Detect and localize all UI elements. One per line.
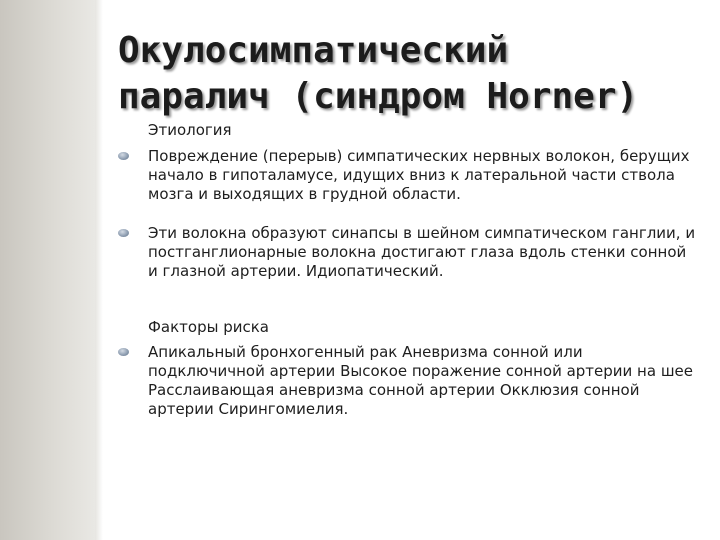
- oval-bullet-icon: [118, 348, 129, 356]
- band-edge: [95, 0, 103, 540]
- slide-title: Окулосимпатический паралич (синдром Horner): [118, 30, 639, 117]
- bullet-text: Повреждение (перерыв) симпатических нервных волокон, берущих начало в гипоталамусе, идущих вниз к латеральной части ствола мозга и выходящих в грудной области.: [148, 147, 690, 203]
- section-heading-etiology: Этиология: [148, 121, 232, 139]
- oval-bullet-icon: [118, 152, 129, 160]
- left-decorative-band: [0, 0, 95, 540]
- section-heading-risk-factors: Факторы риска: [148, 318, 269, 336]
- bullet-text: Апикальный бронхогенный рак Аневризма сонной или подключичной артерии Высокое поражение сонной артерии на шее Расслаивающая аневризма сонной артерии Окклюзия сонной артерии Сирингомиелия.: [148, 343, 694, 418]
- oval-bullet-icon: [118, 229, 129, 237]
- bullet-text: Эти волокна образуют синапсы в шейном симпатическом ганглии, и постганглионарные волокна достигают глаза вдоль стенки сонной и глазной артерии. Идиопатический.: [148, 224, 696, 280]
